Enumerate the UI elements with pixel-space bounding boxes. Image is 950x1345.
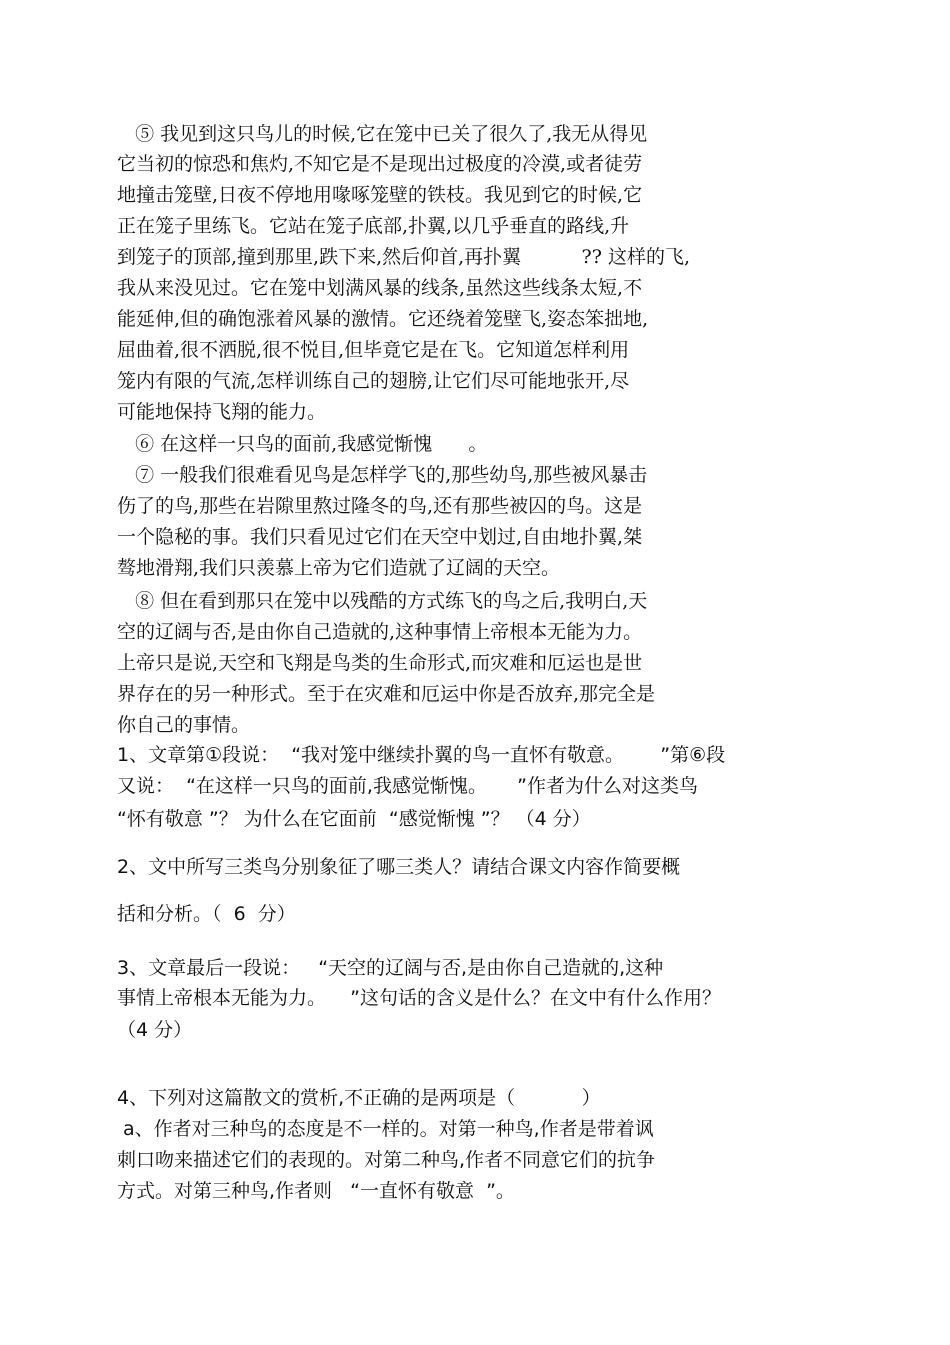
passage-line: 空的辽阔与否,是由你自己造就的,这种事情上帝根本无能为力。: [117, 621, 643, 643]
passage-line: 骜地滑翔,我们只羡慕上帝为它们造就了辽阔的天空。: [117, 557, 561, 579]
passage-line: ⑥ 在这样一只鸟的面前,我感觉惭愧 。: [117, 433, 488, 455]
question-line: 1、文章第①段说： “我对笼中继续扑翼的鸟一直怀有敬意。 ”第⑥段: [117, 744, 726, 766]
question-line: 2、文中所写三类鸟分别象征了哪三类人？请结合课文内容作简要概: [117, 856, 681, 878]
passage-line: 屈曲着,很不洒脱,很不悦目,但毕竟它是在飞。它知道怎样利用: [117, 339, 630, 361]
passage-line: 笼内有限的气流,怎样训练自己的翅膀,让它们尽可能地张开,尽: [117, 370, 630, 392]
passage-line: 能延伸,但的确饱涨着风暴的激情。它还绕着笼壁飞,姿态笨拙地,: [117, 308, 649, 330]
passage-line: 你自己的事情。: [117, 714, 251, 736]
passage-line: ⑧ 但在看到那只在笼中以残酷的方式练飞的鸟之后,我明白,天: [117, 590, 648, 612]
question-line: 刺口吻来描述它们的表现的。对第二种鸟,作者不同意它们的抗争: [117, 1149, 656, 1171]
passage-line: 可能地保持飞翔的能力。: [117, 401, 327, 423]
passage-line: 正在笼子里练飞。它站在笼子底部,扑翼,以几乎垂直的路线,升: [117, 215, 630, 237]
question-line: 3、文章最后一段说： “天空的辽阔与否,是由你自己造就的,这种: [117, 957, 664, 979]
question-line: 4、下列对这篇散文的赏析,不正确的是两项是（ ）: [117, 1087, 601, 1109]
passage-line: 伤了的鸟,那些在岩隙里熬过隆冬的鸟,还有那些被囚的鸟。这是: [117, 495, 643, 517]
question-line: 括和分析。（ 6 分）: [117, 903, 296, 925]
passage-line: 到笼子的顶部,撞到那里,跌下来,然后仰首,再扑翼 ?? 这样的飞,: [117, 246, 691, 268]
passage-line: 地撞击笼壁,日夜不停地用喙啄笼壁的铁枝。我见到它的时候,它: [117, 184, 643, 206]
question-line: 事情上帝根本无能为力。 ”这句话的含义是什么？在文中有什么作用？: [117, 987, 722, 1009]
passage-line: 界存在的另一种形式。至于在灾难和厄运中你是否放弃,那完全是: [117, 683, 656, 705]
question-line: （4 分）: [117, 1019, 193, 1041]
passage-line: ⑤ 我见到这只鸟儿的时候,它在笼中已关了很久了,我无从得见: [117, 123, 648, 145]
question-line: a、作者对三种鸟的态度是不一样的。对第一种鸟,作者是带着讽: [117, 1118, 654, 1140]
passage-line: 我从来没见过。它在笼中划满风暴的线条,虽然这些线条太短,不: [117, 277, 643, 299]
question-line: 方式。对第三种鸟,作者则 “一直怀有敬意 ”。: [117, 1180, 515, 1202]
passage-line: 它当初的惊恐和焦灼,不知它是不是现出过极度的冷漠,或者徒劳: [117, 153, 643, 175]
question-line: 又说： “在这样一只鸟的面前,我感觉惭愧。 ”作者为什么对这类鸟: [117, 775, 699, 797]
passage-line: ⑦ 一般我们很难看见鸟是怎样学飞的,那些幼鸟,那些被风暴击: [117, 464, 648, 486]
passage-line: 一个隐秘的事。我们只看见过它们在天空中划过,自由地扑翼,桀: [117, 526, 643, 548]
passage-line: 上帝只是说,天空和飞翔是鸟类的生命形式,而灾难和厄运也是世: [117, 652, 643, 674]
question-line: “怀有敬意 ”？ 为什么在它面前 “感觉惭愧 ”？ （4 分）: [117, 808, 591, 830]
